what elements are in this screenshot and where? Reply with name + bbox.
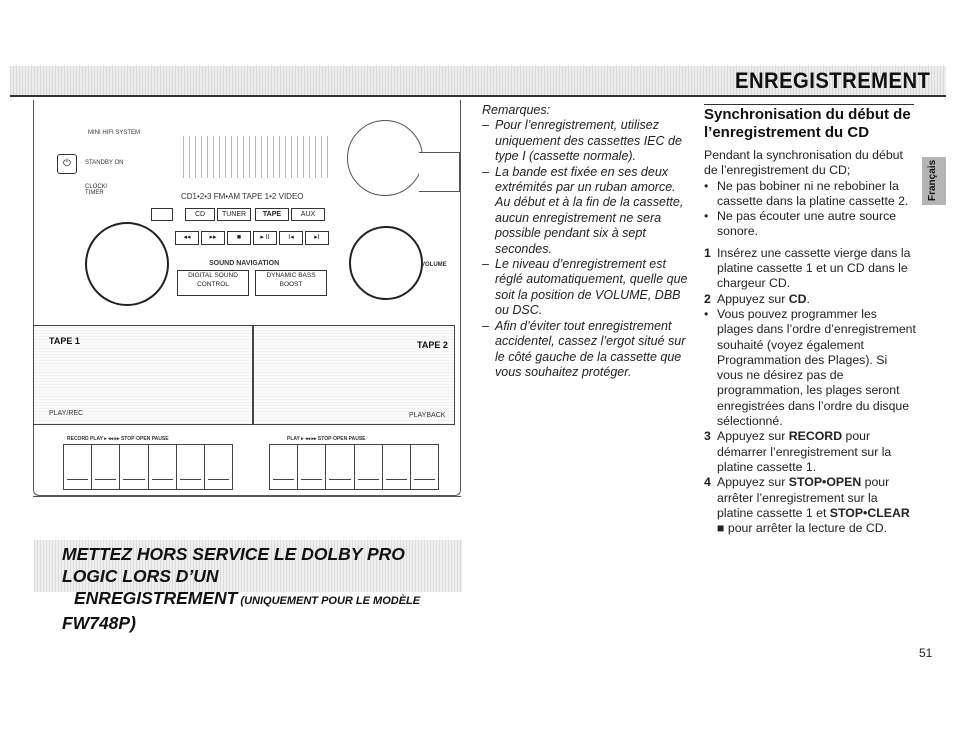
source-indicator	[151, 208, 173, 221]
section-intro: Pendant la synchronisation du début de l’enregistrement du CD;	[704, 148, 903, 178]
step-2: 2 Appuyez sur CD.	[704, 291, 810, 306]
page-number: 51	[919, 646, 933, 660]
banner-line2: ENREGISTREMENT	[74, 588, 238, 608]
volume-knob	[349, 226, 423, 300]
clock-label: CLOCK/ TIMER	[85, 184, 108, 196]
rewind-button: ◂◂	[175, 231, 199, 245]
banner-line1: METTEZ HORS SERVICE LE DOLBY PRO LOGIC LORS D’UN	[62, 544, 405, 586]
section-title: Synchronisation du début de l’enregistrement du CD	[704, 106, 911, 141]
dsc-button: DIGITAL SOUND CONTROL	[177, 270, 249, 296]
bottom-banner	[34, 540, 462, 633]
section-rule	[704, 104, 914, 105]
remarks-title: Remarques:	[482, 103, 551, 117]
aux-button: AUX	[291, 208, 325, 221]
deck2-keys	[269, 444, 439, 490]
next-button: ▸I	[305, 231, 329, 245]
deck1-keys-label: RECORD PLAY ▸ ◂◂ ▸▸ STOP·OPEN PAUSE	[67, 436, 169, 442]
standby-label: STANDBY ON	[85, 160, 124, 166]
playback-label: PLAYBACK	[409, 412, 446, 419]
remarks-column	[482, 103, 690, 380]
brand-label: MINI HIFI SYSTEM	[88, 130, 141, 136]
source-row: CD1•2•3 FM•AM TAPE 1•2 VIDEO	[181, 192, 304, 201]
remark-item: – Afin d’éviter tout enregistrement accidentel, cassez l’ergot situé sur le côté gauche de la cassette que vous souhaitez protéger.	[482, 318, 686, 379]
prev-button: I◂	[279, 231, 303, 245]
remark-item: – Le niveau d’enregistrement est réglé automatiquement, quelle que soit la position de VOLUME, DBB ou DSC.	[482, 257, 688, 318]
instructions-column	[704, 106, 916, 536]
step-1: 1 Insérez une cassette vierge dans la platine cassette 1 et un CD dans le chargeur CD.	[704, 245, 911, 291]
language-tab	[922, 157, 946, 205]
display-panel	[181, 136, 331, 178]
play-rec-label: PLAY/REC	[49, 410, 84, 417]
bullet-item: • Ne pas écouter une autre source sonore.	[704, 209, 897, 239]
step-4: 4 Appuyez sur STOP•OPEN pour arrêter l’enregistrement sur la platine cassette 1 et STOP•CLEAR ■ pour arrêter la lecture de CD.	[704, 475, 910, 536]
device-illustration	[33, 100, 461, 498]
tape-button: TAPE	[255, 208, 289, 221]
forward-button: ▸▸	[201, 231, 225, 245]
header-band	[10, 66, 946, 96]
step-3: 3 Appuyez sur RECORD pour démarrer l’enregistrement sur la platine cassette 1.	[704, 429, 892, 474]
stop-button: ■	[227, 231, 251, 245]
header-rule	[10, 95, 946, 97]
banner-heading	[62, 543, 462, 634]
side-panel	[419, 152, 460, 192]
page-title: ENREGISTREMENT	[734, 68, 930, 93]
remark-item: – Pour l’enregistrement, utilisez uniquement des cassettes IEC de type I (cassette normale).	[482, 118, 682, 164]
deck1-keys	[63, 444, 233, 490]
language-tab-label: Français	[927, 159, 938, 201]
tape2-label: TAPE 2	[417, 340, 448, 350]
sound-navigation-label: SOUND NAVIGATION	[209, 260, 280, 267]
cd-door	[347, 120, 423, 196]
play-pause-button: ▸ II	[253, 231, 277, 245]
device-base	[33, 496, 461, 497]
cd-button: CD	[185, 208, 215, 221]
power-icon: ⏻	[57, 154, 77, 174]
banner-line2-sub: (UNIQUEMENT POUR LE MODÈLE	[237, 595, 421, 607]
remark-item: – La bande est fixée en ses deux extrémités par un ruban amorce. Au début et à la fin de la cassette, aucun enregistrement ne sera possible pendant six à sept secondes.	[482, 164, 684, 256]
tape1-label: TAPE 1	[49, 336, 80, 346]
dbb-button: DYNAMIC BASS BOOST	[255, 270, 327, 296]
step-2-bullet: • Vous pouvez programmer les plages dans l’ordre d’enregistrement souhaité (voyez également Programmation des Plages). Si vous ne désirez pas de programmation, les plages seront enregistrées dans l’ordre du disque sélectionné.	[704, 306, 916, 429]
volume-label: VOLUME	[421, 262, 447, 268]
banner-model: FW748P)	[62, 613, 136, 633]
deck2-keys-label: PLAY ▸ ◂◂ ▸▸ STOP·OPEN PAUSE	[287, 436, 366, 442]
sound-navigation-knob	[85, 222, 169, 306]
bullet-item: • Ne pas bobiner ni ne rebobiner la cassette dans la platine cassette 2.	[704, 178, 909, 208]
tuner-button: TUNER	[217, 208, 251, 221]
